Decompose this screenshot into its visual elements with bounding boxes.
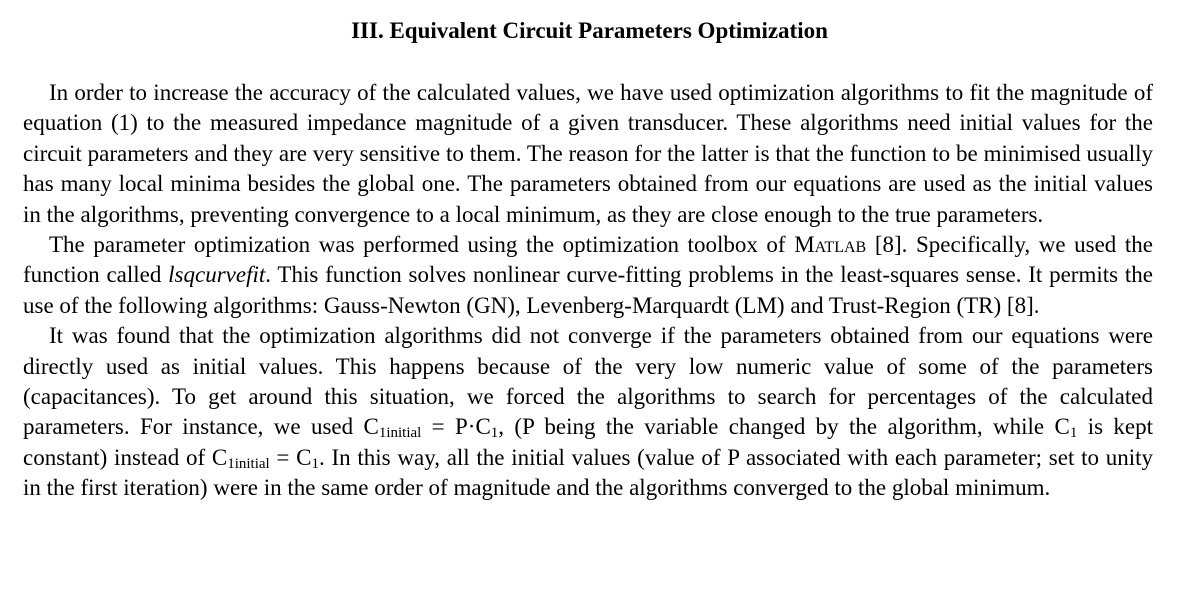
subscript-1initial: 1initial	[227, 455, 270, 472]
function-name: lsqcurvefit	[168, 262, 266, 288]
paragraph-2-text-a: The parameter optimization was performed using the optimization toolbox of	[49, 232, 795, 258]
paragraph-3-text-b: = P·C	[421, 414, 491, 440]
paragraph-2-text-c: . This function solves nonlinear curve-fitting problems in the least-squares sense. It permits the use of the following algorithms: Gauss-Newton (GN), Levenberg-Marquardt (LM) and Trust-Region (TR) [8].	[23, 262, 1153, 318]
paragraph-3-text-c: , (P being the variable changed by the algorithm, while C	[498, 414, 1070, 440]
paragraph-2-text-b: [8]. Specifically, we used the function called	[23, 232, 1153, 288]
subscript-1: 1	[311, 455, 319, 472]
paragraph-2	[23, 230, 1153, 321]
section-title: III. Equivalent Circuit Parameters Optimization	[351, 18, 828, 43]
subscript-1initial: 1initial	[378, 425, 422, 442]
paragraph-3-text-a: It was found that the optimization algorithms did not converge if the parameters obtained from our equations were directly used as initial values. This happens because of the very low numeric value of some of the parameters (capacitances). To get around this situation, we forced the algorithms to search for percentages of the calculated parameters. For instance, we used C	[23, 323, 1153, 440]
subscript-1: 1	[1069, 425, 1078, 442]
paragraph-3-text-f: . In this way, all the initial values (value of P associated with each parameter; set to unity in the first iteration) were in the same order of magnitude and the algorithms converged to the global minimum.	[23, 444, 1153, 501]
paragraph-1: In order to increase the accuracy of the calculated values, we have used optimization algorithms to fit the magnitude of equation (1) to the measured impedance magnitude of a given transducer. These algorithms need initial values for the circuit parameters and they are very sensitive to them. The reason for the latter is that the function to be minimised usually has many local minima besides the global one. The parameters obtained from our equations are used as the initial values in the algorithms, preventing convergence to a local minimum, as they are close enough to the true parameters.	[23, 80, 1153, 227]
paragraph-3	[23, 321, 1153, 503]
matlab-name: Matlab	[794, 232, 867, 258]
subscript-1: 1	[490, 425, 499, 442]
paragraph-3-text-e: = C	[269, 444, 312, 470]
paragraph-3-text-d: is kept constant) instead of C	[23, 414, 1154, 470]
body-text	[23, 78, 1153, 504]
